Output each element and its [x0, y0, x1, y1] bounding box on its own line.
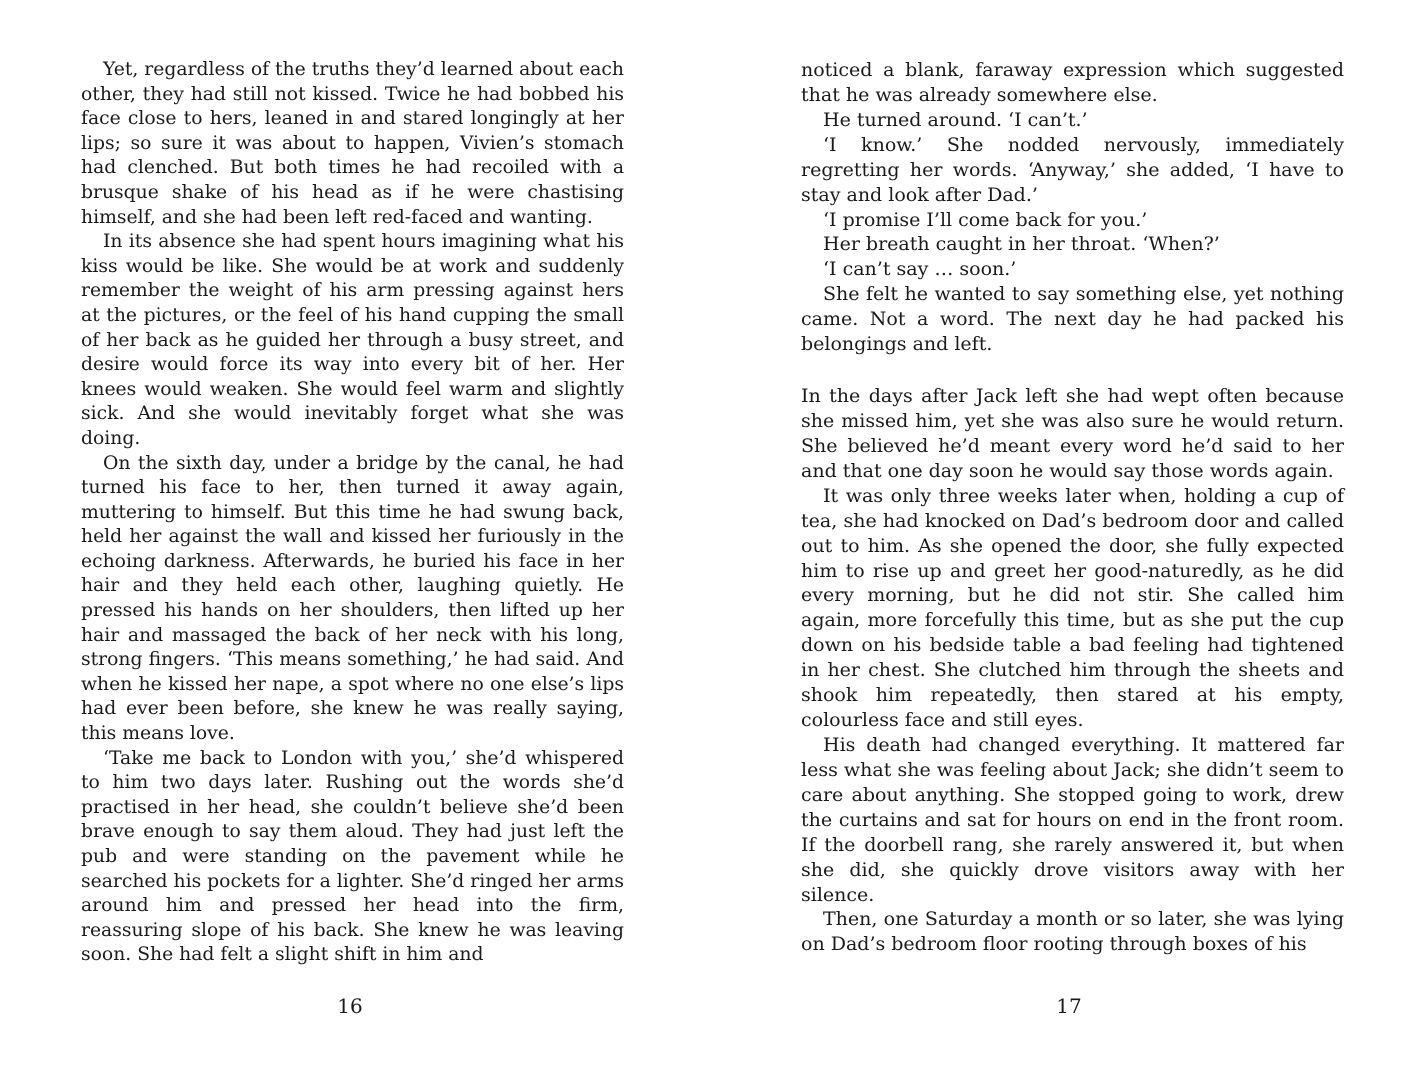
paragraph: Her breath caught in her throat. ‘When?’: [823, 233, 1220, 256]
paragraph: ‘I can’t say … soon.’: [823, 258, 1017, 281]
left-page-text: [81, 58, 624, 968]
paragraph: ‘Take me back to London with you,’ she’d whispered to him two days later. Rushing out the words she’d practised in her head, she couldn’t believe she’d been brave enough to say them aloud. They had just left the pub and were standing on the pavement while he searched his pockets for a lighter. She’d ringed her arms around him and pressed her head into the firm, reassuring slope of his back. She knew he was leaving soon. She had felt a slight shift in him and: [81, 747, 625, 966]
paragraph: Yet, regardless of the truths they’d learned about each other, they had still not kissed. Twice he had bobbed his face close to hers, leaned in and stared longingly at her lips; so sure it was about to happen, Vivien’s stomach had clenched. But both times he had recoiled with a brusque shake of his head as if he were chastising himself, and she had been left red-faced and wanting.: [81, 59, 624, 228]
section-opening-paragraph: In the days after Jack left she had wept often because she missed him, yet she was also sure he would return. She believed he’d meant every word he’d said to her and that one day soon he would say those words again.: [801, 385, 1344, 482]
paragraph: On the sixth day, under a bridge by the canal, he had turned his face to her, then turned it away again, muttering to himself. But this time he had swung back, held her against the wall and kissed her furiously in the echoing darkness. Afterwards, he buried his face in her hair and they held each other, laughing quietly. He pressed his hands on her shoulders, then lifted up her hair and massaged the back of her neck with his long, strong fingers. ‘This means something,’ he had said. And when he kissed her nape, a spot where no one else’s lips had ever been before, she knew he was really saying, this means love.: [81, 452, 624, 745]
paragraph: Then, one Saturday a month or so later, she was lying on Dad’s bedroom floor rooting through boxes of his: [801, 908, 1344, 956]
page-number: 17: [1056, 994, 1082, 1018]
right-page: [708, 0, 1416, 1080]
paragraph: In its absence she had spent hours imagining what his kiss would be like. She would be at work and suddenly remember the weight of his arm pressing against hers at the pictures, or the feel of his hand cupping the small of her back as he guided her through a busy street, and desire would force its way into every bit of her. Her knees would weaken. She would feel warm and slightly sick. And she would inevitably forget what she was doing.: [81, 231, 624, 449]
paragraph: He turned around. ‘I can’t.’: [823, 108, 1088, 131]
page-number: 16: [337, 994, 363, 1018]
paragraph: She felt he wanted to say something else, yet nothing came. Not a word. The next day he had packed his belongings and left.: [801, 283, 1344, 356]
continued-paragraph: noticed a blank, faraway expression which suggested that he was already somewhere else.: [801, 59, 1344, 106]
paragraph: ‘I promise I’ll come back for you.’: [823, 208, 1148, 231]
paragraph: It was only three weeks later when, holding a cup of tea, she had knocked on Dad’s bedroom door and called out to him. As she opened the door, she fully expected him to rise up and greet her good-naturedly, as he did every morning, but he did not stir. She called him again, more forcefully this time, but as she put the cup down on his bedside table a bad feeling had tightened in her chest. She clutched him through the sheets and shook him repeatedly, then stared at his empty, colourless face and still eyes.: [801, 484, 1344, 732]
paragraph: ‘I know.’ She nodded nervously, immediately regretting her words. ‘Anyway,’ she added, ‘I have to stay and look after Dad.’: [801, 133, 1344, 206]
paragraph: His death had changed everything. It mattered far less what she was feeling about Jack; she didn’t seem to care about anything. She stopped going to work, drew the curtains and sat for hours on end in the front room. If the doorbell rang, she rarely answered it, but when she did, she quickly drove visitors away with her silence.: [801, 733, 1344, 906]
right-page-text: [801, 58, 1344, 957]
